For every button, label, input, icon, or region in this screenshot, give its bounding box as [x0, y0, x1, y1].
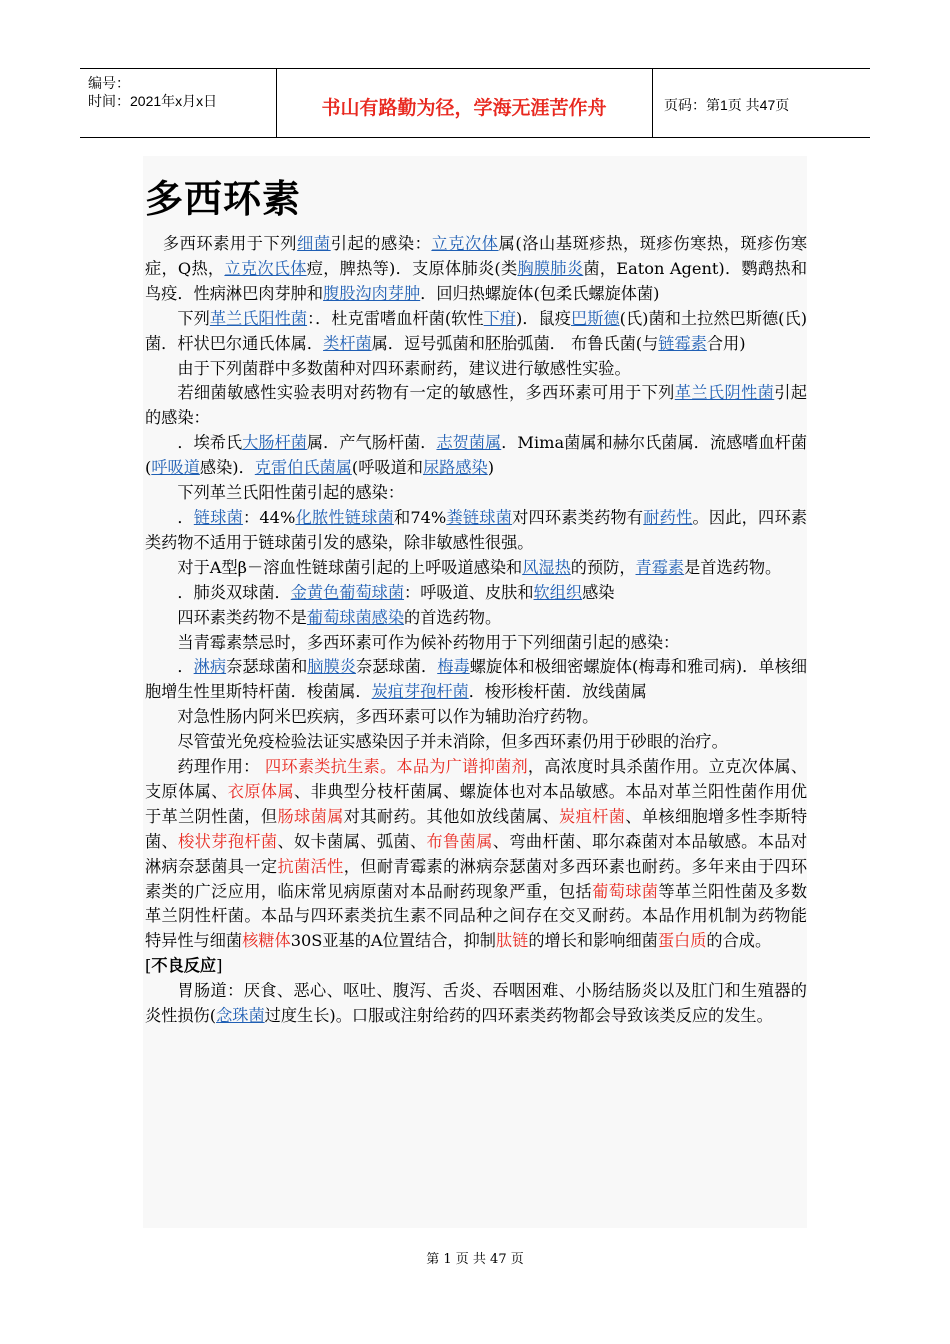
text-segment: 引起的感染： [330, 234, 432, 253]
page-header [80, 68, 870, 138]
text-segment: 螺旋体和极细密螺旋体(梅毒和雅司病)．单核细胞增生性里斯特杆菌．梭菌属． [145, 657, 808, 702]
text-segment: 、非典型分枝杆菌属、螺旋体也对本品敏感。本品对革兰阳性菌作用优于革兰阴性菌，但 [145, 781, 808, 826]
highlight-text: 葡萄球菌 [592, 881, 659, 901]
doc-time-label: 时间：2021年x月x日 [88, 93, 218, 109]
paragraph [145, 381, 807, 431]
text-segment: 、弯曲杆菌、耶尔森菌对本品敏感。本品对淋病奈瑟菌具一定 [145, 831, 808, 876]
term-link[interactable]: 立克次氏体 [224, 258, 307, 278]
highlight-text: 蛋白质 [657, 931, 707, 951]
text-segment: 的首选药物。 [404, 607, 502, 627]
text-segment: ：呼吸道、皮肤和 [404, 582, 534, 602]
text-segment: ，高浓度时具杀菌作用。立克次体属、支原体属、 [145, 757, 808, 801]
text-segment: 和74% [393, 507, 447, 527]
paragraph-pharmacology [145, 755, 807, 954]
text-segment: 合用) [706, 333, 746, 353]
text-segment: ．回归热螺旋体(包柔氏螺旋体菌) [420, 283, 660, 303]
term-link[interactable]: 粪链球菌 [446, 507, 513, 527]
header-meta-cell [80, 69, 277, 137]
term-link[interactable]: 链霉素 [658, 333, 707, 353]
paragraph [145, 556, 807, 581]
term-link[interactable]: 大肠杆菌 [242, 433, 307, 453]
term-link[interactable]: 炭疽芽孢杆菌 [371, 682, 469, 702]
text-segment: 多西环素用于下列 [162, 234, 298, 253]
term-link[interactable]: 革兰氏阳性菌 [209, 308, 308, 328]
document-text [145, 232, 807, 1029]
term-link[interactable]: 青霉素 [635, 557, 685, 577]
text-segment: ] [216, 956, 223, 976]
text-segment: 等革兰阳性菌及多数革兰阴性杆菌。本品与四环素类抗生素不同品种之间存在交叉耐药。本品作用机制为药物能特异性与细菌 [145, 881, 808, 951]
term-link[interactable]: 葡萄球菌感染 [306, 607, 405, 627]
text-segment: 奈瑟球菌和 [226, 657, 308, 677]
text-segment: ) [487, 458, 495, 478]
text-segment: 30S亚基的A位置结合，抑制 [290, 931, 496, 951]
text-segment: [ [145, 956, 152, 976]
header-page-info: 页码：第1页 共47页 [664, 97, 790, 113]
paragraph: 尽管萤光免疫检验法证实感染因子并未消除，但多西环素仍用于砂眼的治疗。 [177, 732, 728, 752]
term-link[interactable]: 呼吸道 [151, 458, 200, 478]
term-link[interactable]: 立克次体 [431, 234, 499, 253]
term-link[interactable]: 下疳 [483, 308, 517, 328]
text-segment: 奈瑟球菌． [356, 657, 438, 677]
paragraph [145, 979, 807, 1029]
text-segment: ，但耐青霉素的淋病奈瑟菌对多西环素也耐药。多年来由于四环素类的广泛应用，临床常见病原菌对本品耐药现象严重，包括 [145, 856, 808, 901]
text-segment: ．埃希氏 [177, 433, 243, 453]
text-segment: 菌，Eaton Agent)．鹦鹉热和鸟疫．性病淋巴肉芽肿和 [145, 258, 808, 303]
section-heading-adverse [145, 954, 807, 979]
text-segment: 四环素类药物不是 [177, 607, 307, 627]
text-segment: 属．逗号弧菌和胚胎弧菌． 布鲁氏菌(与 [371, 333, 659, 353]
text-segment: (氏)菌和土拉然巴斯德(氏)菌．杆状巴尔通氏体属． [145, 308, 808, 353]
text-segment: ． [177, 657, 194, 677]
term-link[interactable]: 类杆菌 [323, 333, 372, 353]
paragraph [145, 581, 807, 606]
term-link[interactable]: 念珠菌 [216, 1006, 265, 1026]
text-segment: 的预防， [570, 557, 636, 577]
text-segment: ．肺炎双球菌． [177, 582, 291, 602]
text-segment: 、单核细胞增多性李斯特菌、 [145, 806, 808, 851]
text-segment: ．梭形梭杆菌．放线菌属 [468, 682, 647, 702]
text-segment: 。因此，四环素类药物不适用于链球菌引发的感染，除非敏感性很强。 [145, 507, 808, 552]
document-title: 多西环素 [145, 177, 302, 221]
text-segment: 、奴卡菌属、弧菌、 [277, 831, 427, 851]
term-link[interactable]: 金黄色葡萄球菌 [290, 582, 405, 602]
paragraph: 由于下列菌群中多数菌种对四环素耐药，建议进行敏感性实验。 [177, 358, 631, 378]
highlight-text: 梭状芽孢杆菌 [178, 831, 278, 851]
text-segment: 对于A型β－溶血性链球菌引起的上呼吸道感染和 [177, 557, 523, 577]
text-segment: ．Mima菌属和赫尔氏菌属．流感嗜血杆菌( [145, 433, 808, 478]
text-segment: ． [177, 507, 194, 527]
highlight-text: 肽链 [495, 931, 529, 951]
document-body [143, 156, 807, 1228]
term-link[interactable]: 梅毒 [437, 657, 470, 677]
paragraph: 对急性肠内阿米巴疾病，多西环素可以作为辅助治疗药物。 [177, 707, 599, 727]
paragraph: 当青霉素禁忌时，多西环素可作为候补药物用于下列细菌引起的感染： [177, 632, 680, 652]
term-link[interactable]: 腹股沟肉芽肿 [323, 283, 421, 303]
text-segment: 痘，脾热等)．支原体肺炎(类 [306, 258, 518, 278]
text-segment: ：．杜克雷嗜血杆菌(软性 [307, 308, 484, 328]
term-link[interactable]: 软组织 [533, 582, 583, 602]
term-link[interactable]: 胸膜肺炎 [517, 258, 584, 278]
term-link[interactable]: 克雷伯氏菌属 [254, 458, 352, 478]
highlight-text: 布鲁菌属 [426, 831, 493, 851]
text-segment: 感染)． [199, 458, 255, 478]
highlight-text: 核糖体 [242, 931, 291, 951]
text-segment: (呼吸道和 [351, 458, 423, 478]
term-link[interactable]: 耐药性 [643, 507, 693, 527]
header-motto-cell [276, 69, 653, 137]
text-segment: 属．产气肠杆菌． [306, 433, 437, 453]
text-segment: 的合成。 [706, 931, 772, 951]
term-link[interactable]: 尿路感染 [422, 458, 488, 478]
text-segment: 过度生长)。口服或注射给药的四环素类药物都会导致该类反应的发生。 [264, 1006, 773, 1026]
highlight-text: 四环素类抗生素。本品为广谱抑菌剂 [264, 757, 528, 777]
text-segment: 的增长和影响细菌 [528, 931, 658, 951]
page-footer: 第 1 页 共 47 页 [426, 1252, 524, 1267]
term-link[interactable]: 细菌 [297, 234, 331, 253]
highlight-text: 抗菌活性 [277, 856, 344, 876]
text-segment: 对四环素类药物有 [512, 507, 644, 527]
header-page-cell [652, 69, 870, 137]
term-link[interactable]: 脑膜炎 [307, 657, 357, 677]
term-link[interactable]: 巴斯德 [570, 308, 620, 328]
paragraph [145, 606, 807, 631]
text-segment: ：44% [242, 507, 296, 527]
term-link[interactable]: 志贺菌属 [436, 433, 502, 453]
term-link[interactable]: 淋病 [193, 657, 227, 677]
text-segment: 胃肠道：厌食、恶心、呕吐、腹泻、舌炎、吞咽困难、小肠结肠炎以及肛门和生殖器的炎性损伤( [145, 981, 807, 1026]
text-segment: 药理作用： [177, 757, 265, 777]
text-segment: 引起的感染： [145, 383, 808, 428]
paragraph [145, 431, 807, 481]
paragraph [145, 232, 807, 307]
text-segment: 是首选药物。 [684, 557, 782, 577]
text-segment: )．鼠疫 [516, 308, 571, 328]
highlight-text: 炭疽杆菌 [559, 806, 626, 826]
text-segment: 下列 [177, 308, 210, 328]
text-segment: 属(洛山基斑疹热，斑疹伤寒热，斑疹伤寒症，Q热， [145, 234, 808, 278]
paragraph [145, 506, 807, 556]
paragraph [145, 307, 807, 357]
paragraph: 下列革兰氏阳性菌引起的感染： [177, 483, 405, 503]
paragraph [145, 655, 807, 705]
section-heading-text: 不良反应 [151, 956, 217, 976]
text-segment: 若细菌敏感性实验表明对药物有一定的敏感性，多西环素可用于下列 [177, 383, 675, 403]
highlight-text: 肠球菌属 [277, 806, 344, 826]
term-link[interactable]: 风湿热 [522, 557, 571, 577]
highlight-text: 衣原体属 [227, 781, 295, 801]
header-motto: 书山有路勤为径，学海无涯苦作舟 [321, 97, 607, 119]
term-link[interactable]: 化脓性链球菌 [295, 507, 394, 527]
text-segment: 感染 [582, 582, 615, 602]
term-link[interactable]: 革兰氏阴性菌 [674, 383, 775, 403]
doc-number-label: 编号： [88, 75, 130, 91]
text-segment: 对其耐药。其他如放线菌属、 [343, 806, 560, 826]
term-link[interactable]: 链球菌 [193, 507, 243, 527]
